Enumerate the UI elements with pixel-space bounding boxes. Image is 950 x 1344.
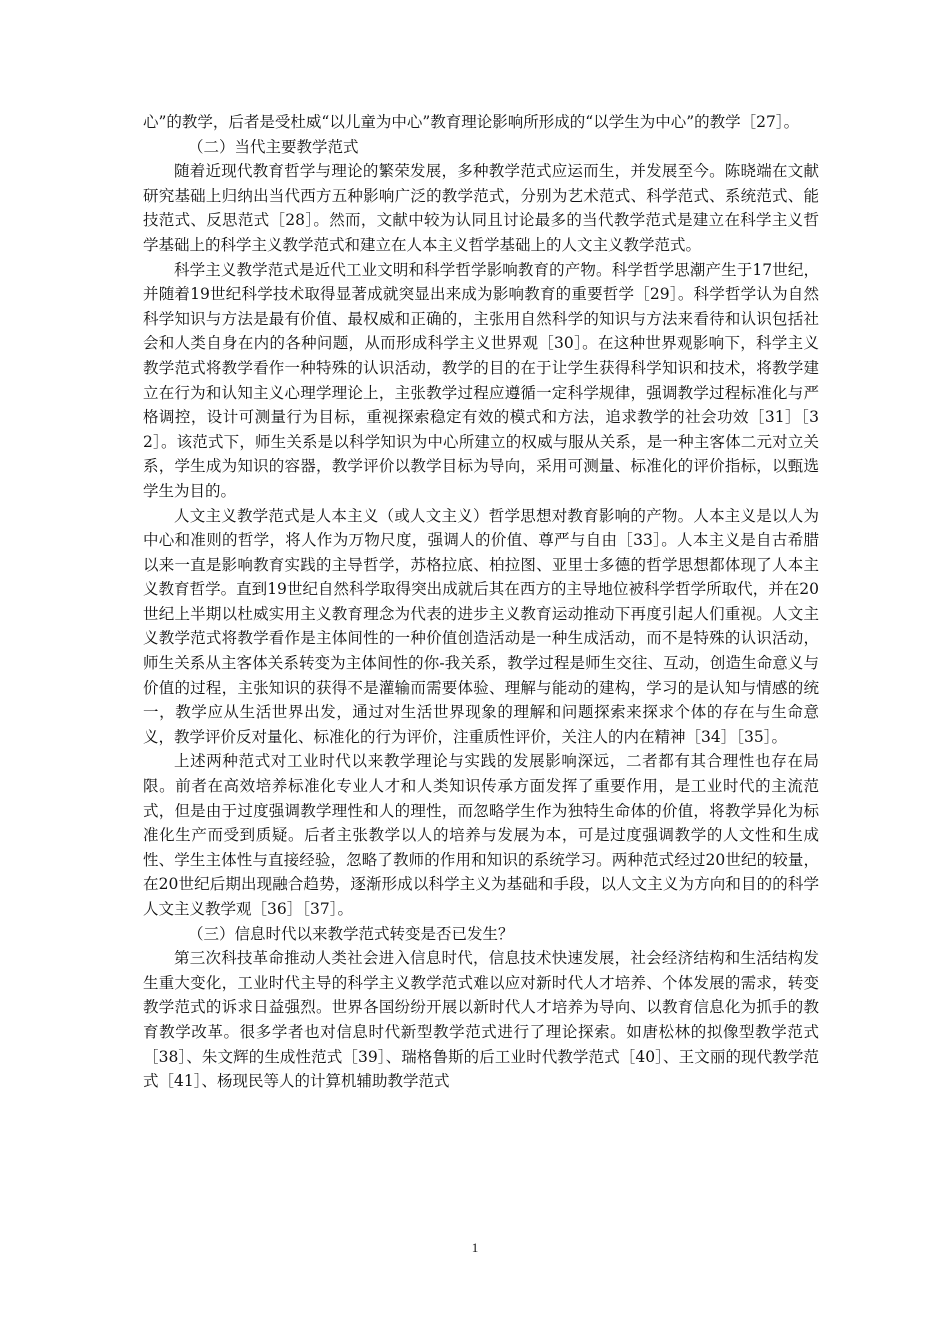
section-heading-contemporary-paradigms: （二）当代主要教学范式: [188, 137, 359, 156]
section-heading-information-age-shift: （三）信息时代以来教学范式转变是否已发生？: [188, 924, 514, 943]
paragraph-continuation: 心”的教学，后者是受杜威“以儿童为中心”教育理论影响所形成的“以学生为中心”的教学［27］。: [143, 113, 800, 131]
paragraph-information-age: 第三次科技革命推动人类社会进入信息时代，信息技术快速发展，社会经济结构和生活结构发生重大变化，工业时代主导的科学主义教学范式难以应对新时代人才培养、个体发展的需求，转变教学范式的诉求日益强烈。世界各国纷纷开展以新时代人才培养为导向、以教育信息化为抓手的教育教学改革。很多学者也对信息时代新型教学范式进行了理论探索。如唐松林的拟像型教学范式［38］、朱文辉的生成性范式［39］、瑞格鲁斯的后工业时代教学范式［40］、王文丽的现代教学范式［41］、杨现民等人的计算机辅助教学范式: [143, 949, 819, 1091]
page-number: 1: [471, 1240, 479, 1255]
document-body: [143, 110, 819, 1094]
paragraph-humanism-paradigm: 人文主义教学范式是人本主义（或人文主义）哲学思想对教育影响的产物。人本主义是以人为中心和准则的哲学，将人作为万物尺度，强调人的价值、尊严与自由［33］。人本主义是自古希腊以来一直是影响教育实践的主导哲学，苏格拉底、柏拉图、亚里士多德的哲学思想都体现了人本主义教育哲学。直到19世纪自然科学取得突出成就后其在西方的主导地位被科学哲学所取代，并在20世纪上半期以杜威实用主义教育理念为代表的进步主义教育运动推动下再度引起人们重视。人文主义教学范式将教学看作是主体间性的一种价值创造活动是一种生成活动，而不是特殊的认识活动，师生关系从主客体关系转变为主体间性的你-我关系，教学过程是师生交往、互动，创造生命意义与价值的过程，主张知识的获得不是灌输而需要体验、理解与能动的建构，学习的是认知与情感的统一，教学应从生活世界出发，通过对生活世界现象的理解和问题探索来探求个体的存在与生命意义，教学评价反对量化、标准化的行为评价，注重质性评价，关注人的内在精神［34］［35］。: [143, 506, 819, 746]
paragraph-scientism-paradigm: 科学主义教学范式是近代工业文明和科学哲学影响教育的产物。科学哲学思潮产生于17世纪，并随着19世纪科学技术取得显著成就突显出来成为影响教育的重要哲学［29］。科学哲学认为自然科学知识与方法是最有价值、最权威和正确的，主张用自然科学的知识与方法来看待和认识包括社会和人类自身在内的各种问题，从而形成科学主义世界观［30］。在这种世界观影响下，科学主义教学范式将教学看作一种特殊的认识活动，教学的目的在于让学生获得科学知识和技术，将教学建立在行为和认知主义心理学理论上，主张教学过程应遵循一定科学规律，强调教学过程标准化与严格调控，设计可测量行为目标，重视探索稳定有效的模式和方法，追求教学的社会功效［31］［32］。该范式下，师生关系是以科学知识为中心所建立的权威与服从关系，是一种主客体二元对立关系，学生成为知识的容器，教学评价以教学目标为导向，采用可测量、标准化的评价指标，以甄选学生为目的。: [143, 260, 819, 500]
paragraph-paradigm-comparison: 上述两种范式对工业时代以来教学理论与实践的发展影响深远，二者都有其合理性也存在局限。前者在高效培养标准化专业人才和人类知识传承方面发挥了重要作用，是工业时代的主流范式，但是由于过度强调教学理性和人的理性，而忽略学生作为独特生命体的价值，将教学异化为标准化生产而受到质疑。后者主张教学以人的培养与发展为本，可是过度强调教学的人文性和生成性、学生主体性与直接经验，忽略了教师的作用和知识的系统学习。两种范式经过20世纪的较量，在20世纪后期出现融合趋势，逐渐形成以科学主义为基础和手段，以人文主义为方向和目的的科学人文主义教学观［36］［37］。: [143, 752, 819, 918]
paragraph-contemporary-paradigms-intro: 随着近现代教育哲学与理论的繁荣发展，多种教学范式应运而生，并发展至今。陈晓端在文献研究基础上归纳出当代西方五种影响广泛的教学范式，分别为艺术范式、科学范式、系统范式、能技范式、反思范式［28］。然而，文献中较为认同且讨论最多的当代教学范式是建立在科学主义哲学基础上的科学主义教学范式和建立在人本主义哲学基础上的人文主义教学范式。: [143, 162, 819, 254]
